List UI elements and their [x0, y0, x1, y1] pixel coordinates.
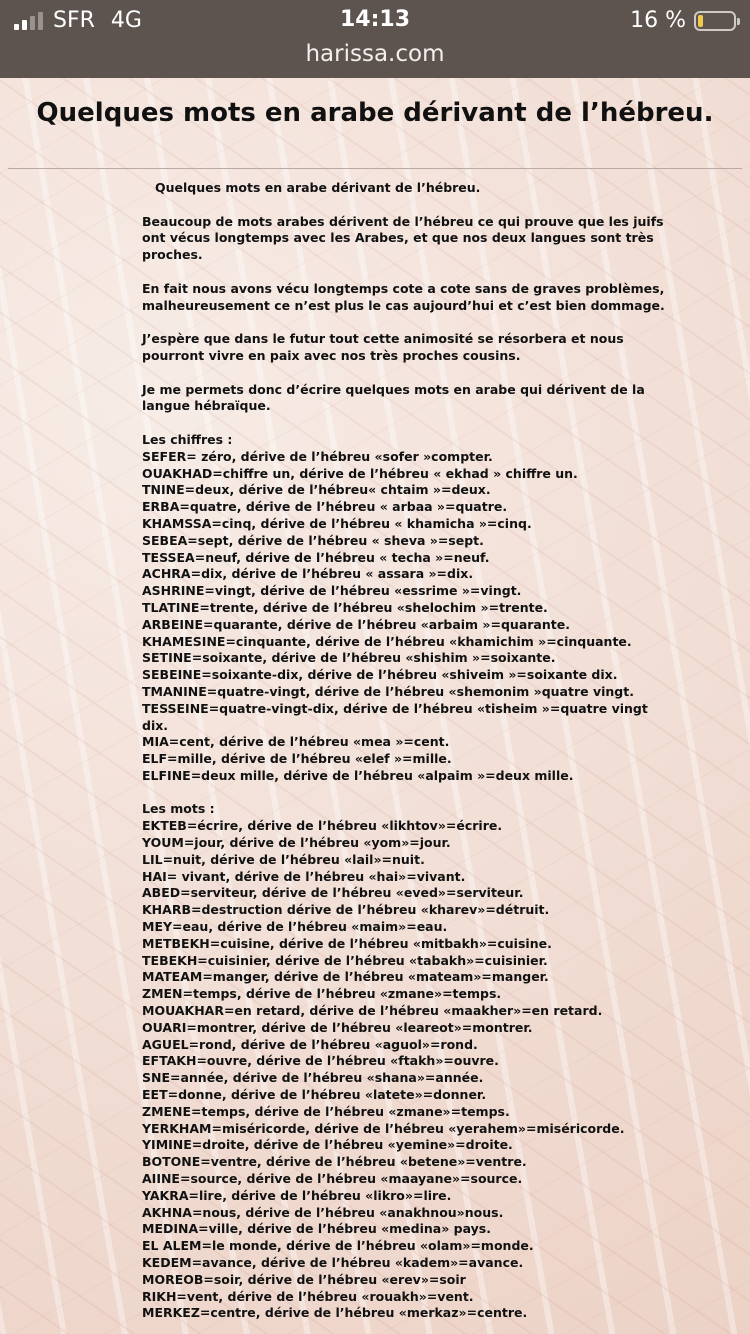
list-item: SEBEINE=soixante-dix, dérive de l’hébreu «shiveim »=soixante dix. [142, 667, 618, 683]
list-item: KHARB=destruction dérive de l’hébreu «kharev»=détruit. [142, 902, 550, 918]
list-item: ERBA=quatre, dérive de l’hébreu « arbaa »=quatre. [142, 499, 508, 515]
list-item: SEBEA=sept, dérive de l’hébreu « sheva »=sept. [142, 532, 484, 548]
list-item: AIINE=source, dérive de l’hébreu «maayane»=source. [142, 1171, 523, 1187]
battery-icon [694, 11, 736, 31]
list-item: EKTEB=écrire, dérive de l’hébreu «likhtov»=écrire. [142, 818, 503, 834]
intro-title: Quelques mots en arabe dérivant de l’hébreu. [155, 180, 481, 195]
list-item: MIA=cent, dérive de l’hébreu «mea »=cent. [142, 734, 450, 750]
list-item: MOUAKHAR=en retard, dérive de l’hébreu «maakher»=en retard. [142, 1003, 603, 1019]
list-item: ASHRINE=vingt, dérive de l’hébreu «essrime »=vingt. [142, 583, 522, 599]
list-item: SEFER= zéro, dérive de l’hébreu «sofer »compter. [142, 448, 493, 464]
page-title: Quelques mots en arabe dérivant de l’hébreu. [36, 98, 714, 128]
article-body [142, 180, 672, 1322]
status-bar [0, 0, 750, 78]
list-item: EL ALEM=le monde, dérive de l’hébreu «olam»=monde. [142, 1238, 534, 1254]
list-item: SNE=année, dérive de l’hébreu «shana»=année. [142, 1070, 484, 1086]
list-item: YIMINE=droite, dérive de l’hébreu «yemine»=droite. [142, 1137, 513, 1153]
clock: 14:13 [339, 7, 411, 32]
list-item: TESSEINE=quatre-vingt-dix, dérive de l’hébreu «tisheim »=quatre vingt dix. [142, 700, 648, 733]
list-item: MEY=eau, dérive de l’hébreu «maim»=eau. [142, 919, 448, 935]
list-item: YOUM=jour, dérive de l’hébreu «yom»=jour. [142, 835, 451, 851]
list-item: YERKHAM=miséricorde, dérive de l’hébreu «yerahem»=miséricorde. [142, 1120, 625, 1136]
list-item: YAKRA=lire, dérive de l’hébreu «likro»=lire. [142, 1187, 452, 1203]
carrier-label: SFR [53, 8, 95, 33]
list-item: ELF=mille, dérive de l’hébreu «elef »=mille. [142, 751, 452, 767]
list-item: METBEKH=cuisine, dérive de l’hébreu «mitbakh»=cuisine. [142, 935, 552, 951]
list-item: TESSEA=neuf, dérive de l’hébreu « techa »=neuf. [142, 549, 490, 565]
list-item: TMANINE=quatre-vingt, dérive de l’hébreu «shemonim »quatre vingt. [142, 683, 634, 699]
list-item: EET=donne, dérive de l’hébreu «latete»=donner. [142, 1087, 487, 1103]
list-item: OUARI=montrer, dérive de l’hébreu «leareot»=montrer. [142, 1019, 533, 1035]
list-item: OUAKHAD=chiffre un, dérive de l’hébreu « ekhad » chiffre un. [142, 465, 578, 481]
url-bar[interactable]: harissa.com [305, 41, 445, 67]
paragraph: Je me permets donc d’écrire quelques mots en arabe qui dérivent de la langue hébraïque. [142, 381, 645, 414]
paragraph: J’espère que dans le futur tout cette animosité se résorbera et nous pourront vivre en paix avec nos très proches cousins. [142, 331, 624, 363]
words-list [142, 818, 672, 1322]
numbers-list [142, 449, 672, 785]
list-item: ZMEN=temps, dérive de l’hébreu «zmane»=temps. [142, 986, 502, 1002]
battery-percent: 16 % [630, 8, 686, 33]
numbers-heading: Les chiffres : [142, 431, 233, 447]
list-item: SETINE=soixante, dérive de l’hébreu «shishim »=soixante. [142, 650, 556, 666]
list-item: ARBEINE=quarante, dérive de l’hébreu «arbaim »=quarante. [142, 616, 570, 632]
list-item: MEDINA=ville, dérive de l’hébreu «medina» pays. [142, 1221, 491, 1237]
list-item: TEBEKH=cuisinier, dérive de l’hébreu «tabakh»=cuisinier. [142, 952, 548, 968]
list-item: KHAMESINE=cinquante, dérive de l’hébreu «khamichim »=cinquante. [142, 633, 632, 649]
list-item: BOTONE=ventre, dérive de l’hébreu «betene»=ventre. [142, 1154, 527, 1170]
list-item: LIL=nuit, dérive de l’hébreu «lail»=nuit. [142, 851, 425, 867]
list-item: KEDEM=avance, dérive de l’hébreu «kadem»=avance. [142, 1255, 524, 1270]
list-item: ZMENE=temps, dérive de l’hébreu «zmane»=temps. [142, 1103, 510, 1119]
list-item: HAI= vivant, dérive de l’hébreu «hai»=vivant. [142, 868, 466, 884]
list-item: MOREOB=soir, dérive de l’hébreu «erev»=soir [142, 1271, 466, 1287]
list-item: RIKH=vent, dérive de l’hébreu «rouakh»=vent. [142, 1288, 474, 1304]
list-item: ELFINE=deux mille, dérive de l’hébreu «alpaim »=deux mille. [142, 767, 574, 783]
list-item: TLATINE=trente, dérive de l’hébreu «shelochim »=trente. [142, 599, 548, 615]
list-item: AGUEL=rond, dérive de l’hébreu «aguol»=rond. [142, 1036, 478, 1052]
list-item: AKHNA=nous, dérive de l’hébreu «anakhnou»nous. [142, 1204, 504, 1220]
list-item: MATEAM=manger, dérive de l’hébreu «mateam»=manger. [142, 969, 549, 985]
battery-level [698, 15, 703, 27]
network-label: 4G [110, 8, 142, 33]
list-item: ACHRA=dix, dérive de l’hébreu « assara »=dix. [142, 566, 474, 582]
status-right [630, 8, 736, 33]
words-heading: Les mots : [142, 801, 215, 817]
list-item: ABED=serviteur, dérive de l’hébreu «eved»=serviteur. [142, 885, 524, 901]
list-item: MERKEZ=centre, dérive de l’hébreu «merkaz»=centre. [142, 1305, 528, 1321]
list-item: TNINE=deux, dérive de l’hébreu« chtaim »=deux. [142, 482, 491, 498]
list-item: KHAMSSA=cinq, dérive de l’hébreu « khamicha »=cinq. [142, 515, 532, 531]
list-item: EFTAKH=ouvre, dérive de l’hébreu «ftakh»=ouvre. [142, 1053, 499, 1069]
paragraph: Beaucoup de mots arabes dérivent de l’hébreu ce qui prouve que les juifs ont vécus longtemps avec les Arabes, et que nos deux langues sont très proches. [142, 213, 664, 263]
paragraph: En fait nous avons vécu longtemps cote a cote sans de graves problèmes, malheureusement ce n’est plus le cas aujourd’hui et c’est bien dommage. [142, 280, 665, 313]
divider [8, 168, 742, 169]
